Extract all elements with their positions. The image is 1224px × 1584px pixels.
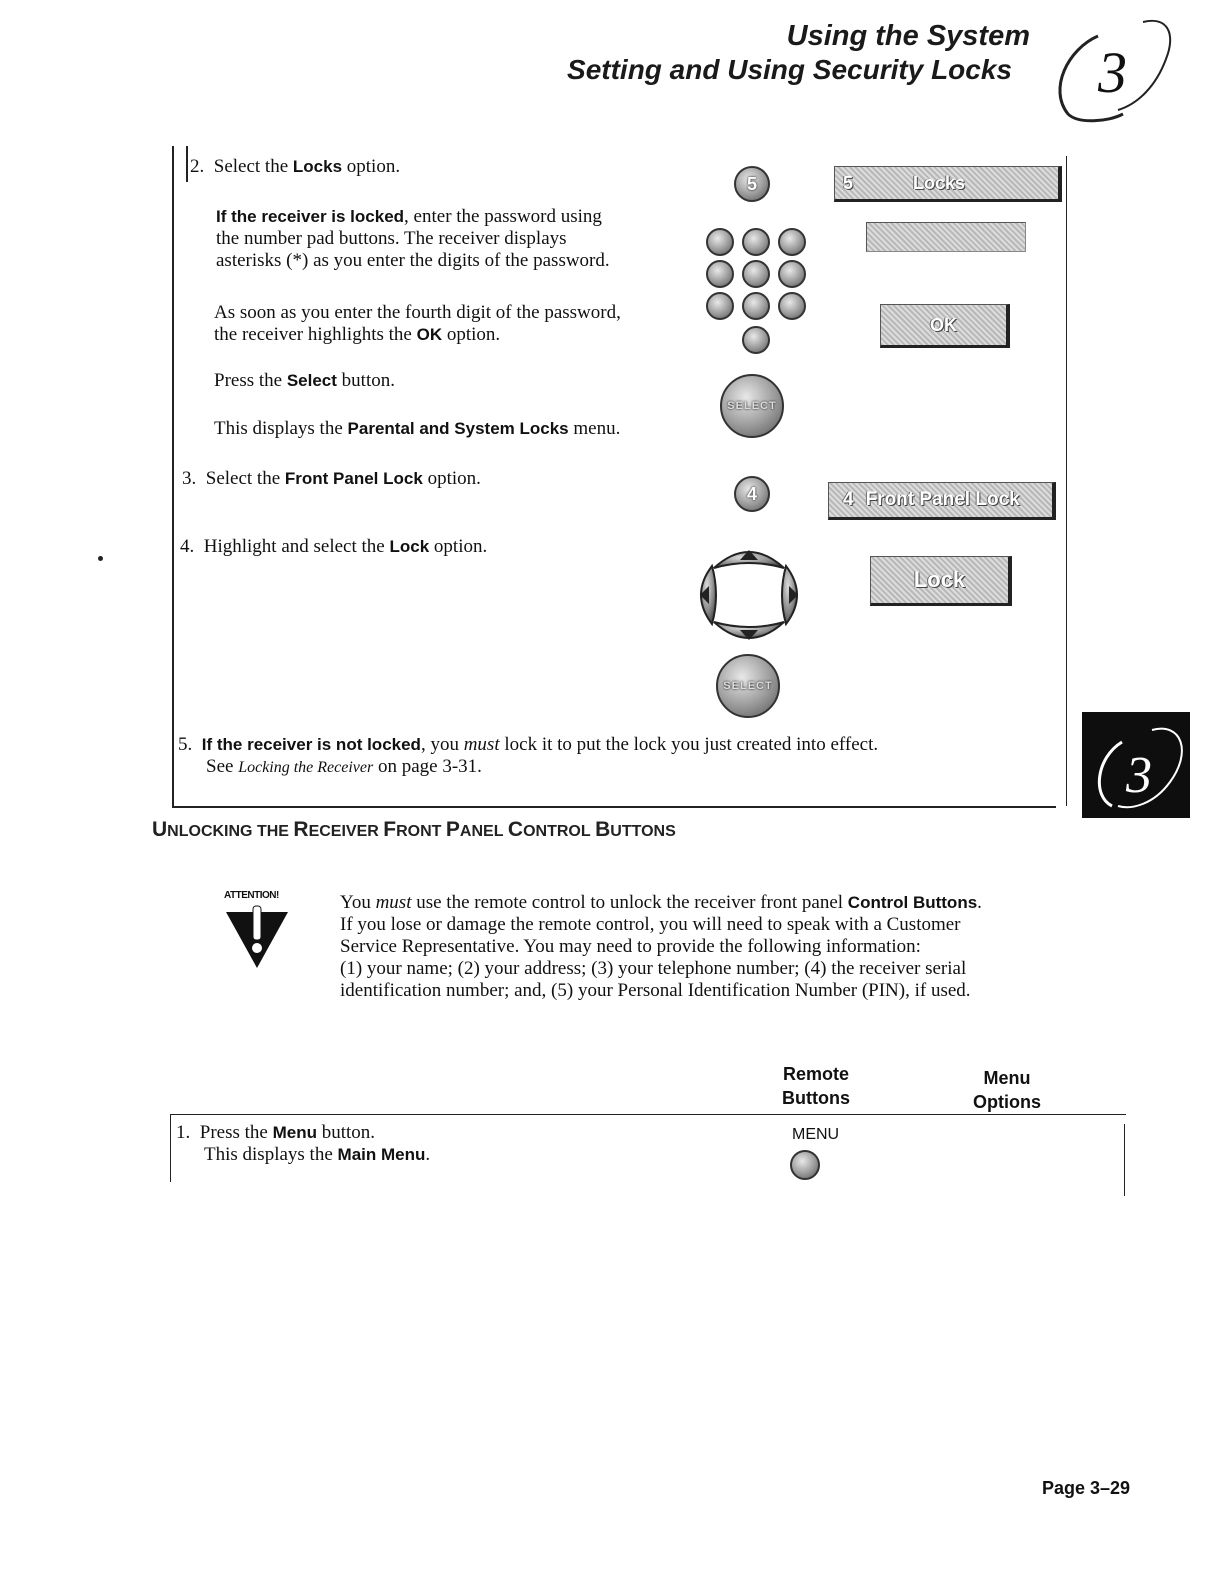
- steps-frame-right-rule: [1066, 156, 1067, 806]
- remote-4-button[interactable]: 4: [734, 476, 770, 512]
- chapter-tab: [1082, 712, 1190, 818]
- number-pad-button[interactable]: [706, 260, 734, 288]
- arrow-left-button[interactable]: [700, 566, 716, 624]
- section-heading: UNLOCKING THE RECEIVER FRONT PANEL CONTROL BUTTONS: [152, 818, 676, 841]
- chapter-number: 3: [1098, 40, 1127, 105]
- chapter-number-mark: [1038, 14, 1178, 124]
- attention-text: You must use the remote control to unlock the receiver front panel Control Buttons. If you lose or damage the remote control, you will need to speak with a Customer Service Representative. You may need to provide the following information: (1) your name; (2) your address; (3) your telephone number; (4) the receiver serial identification number; and, (5) your Personal Identification Number (PIN), if used.: [340, 892, 982, 1001]
- section-title: Setting and Using Security Locks: [567, 54, 1012, 85]
- menu-option-front-panel-lock[interactable]: 4 Front Panel Lock: [828, 482, 1056, 520]
- page-number: Page 3–29: [1042, 1478, 1131, 1498]
- number-pad-button[interactable]: [778, 292, 806, 320]
- remote-5-button[interactable]: 5: [734, 166, 770, 202]
- chapter-title: Using the System: [786, 20, 1030, 52]
- column-header-menu-options: Menu Options: [973, 1068, 1041, 1112]
- chapter-tab-number: 3: [1126, 747, 1152, 804]
- step-4: 4. Highlight and select the Lock option.: [180, 536, 488, 557]
- menu-option-locks[interactable]: 5 Locks: [834, 166, 1062, 202]
- step-3: 3. Select the Front Panel Lock option.: [182, 468, 481, 489]
- arrow-right-button[interactable]: [782, 566, 798, 624]
- select-button[interactable]: SELECT: [716, 654, 780, 718]
- number-pad-button[interactable]: [742, 326, 770, 354]
- number-pad-button[interactable]: [706, 292, 734, 320]
- menu-option-ok[interactable]: OK: [880, 304, 1010, 348]
- number-pad-button[interactable]: [706, 228, 734, 256]
- chapter-tab-mark: [1082, 712, 1190, 818]
- step-5: 5. If the receiver is not locked, you must lock it to put the lock you just created into effect. See Locking the Receiver on page 3-31.: [178, 734, 879, 777]
- step-2-locked-paragraph: If the receiver is locked, enter the password using the number pad buttons. The receiver displays asterisks (*) as you enter the digits of the password.: [216, 206, 610, 271]
- arrow-up-button[interactable]: [714, 550, 784, 568]
- steps2-frame-left: [170, 1114, 171, 1182]
- step-2-press-select: Press the Select button.: [214, 370, 395, 391]
- menu-option-lock[interactable]: Lock: [870, 556, 1012, 606]
- menu-button-label: MENU: [792, 1126, 840, 1143]
- steps2-frame-right: [1124, 1124, 1125, 1196]
- column-header-remote-buttons: Remote Buttons: [782, 1064, 850, 1108]
- steps2-frame-top: [170, 1114, 1126, 1115]
- menu-button[interactable]: [790, 1150, 820, 1180]
- attention-label: ATTENTION!: [224, 890, 279, 901]
- step-2-ok-paragraph: As soon as you enter the fourth digit of the password, the receiver highlights the OK option.: [214, 302, 621, 345]
- step-2-displays-menu: This displays the Parental and System Locks menu.: [214, 418, 621, 439]
- step-2: 2. Select the Locks option.: [190, 156, 401, 177]
- number-pad-button[interactable]: [742, 260, 770, 288]
- menu-option-blank: [866, 222, 1026, 252]
- number-pad-button[interactable]: [742, 292, 770, 320]
- select-button[interactable]: SELECT: [720, 374, 784, 438]
- number-pad-button[interactable]: [742, 228, 770, 256]
- arrow-down-button[interactable]: [714, 622, 784, 640]
- stray-dot: [98, 556, 103, 561]
- steps-frame-tick: [186, 146, 188, 182]
- arrow-pad: [694, 540, 804, 650]
- number-pad-button[interactable]: [778, 228, 806, 256]
- attention-icon: [222, 902, 292, 972]
- step-1-unlock: 1. Press the Menu button. This displays the Main Menu.: [176, 1122, 431, 1165]
- number-pad-button[interactable]: [778, 260, 806, 288]
